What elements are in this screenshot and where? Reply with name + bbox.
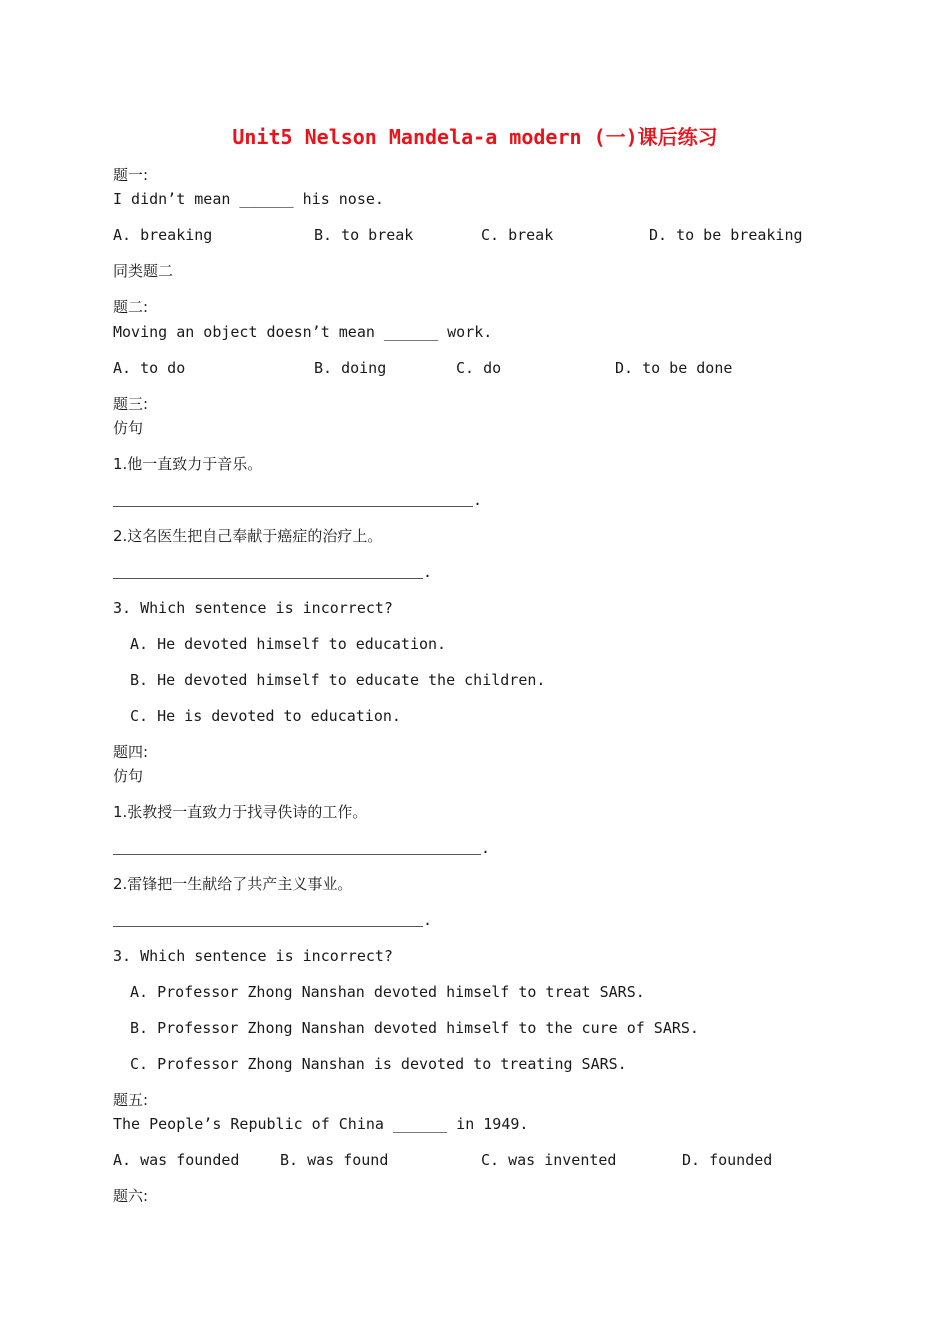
- q1-label: 题一:: [113, 166, 149, 184]
- q3-answer-1-period: .: [473, 491, 483, 509]
- q3-item-3: 3. Which sentence is incorrect?: [113, 599, 393, 617]
- q1-option-b: B. to break: [314, 226, 414, 244]
- q3-choice-c: C. He is devoted to education.: [130, 707, 401, 725]
- q2-label: 题二:: [113, 298, 149, 316]
- q4-subheading: 仿句: [113, 767, 144, 785]
- q1-option-d: D. to be breaking: [649, 226, 803, 244]
- q3-answer-line-2[interactable]: [113, 578, 423, 579]
- q3-label: 题三:: [113, 395, 149, 413]
- q4-choice-b: B. Professor Zhong Nanshan devoted himself to the cure of SARS.: [130, 1019, 699, 1037]
- q1-stem: I didn’t mean ______ his nose.: [113, 190, 384, 208]
- q5-option-a: A. was founded: [113, 1151, 240, 1169]
- q2-option-d: D. to be done: [615, 359, 733, 377]
- q5-stem: The People’s Republic of China ______ in 1949.: [113, 1115, 529, 1133]
- q3-item-2: 2.这名医生把自己奉献于癌症的治疗上。: [113, 527, 383, 545]
- q1-option-c: C. break: [481, 226, 554, 244]
- q5-option-b: B. was found: [280, 1151, 389, 1169]
- q4-item-1: 1.张教授一直致力于找寻佚诗的工作。: [113, 803, 368, 821]
- q3-answer-line-1[interactable]: [113, 506, 473, 507]
- q4-item-3: 3. Which sentence is incorrect?: [113, 947, 393, 965]
- q3-subheading: 仿句: [113, 419, 144, 437]
- q3-item-1: 1.他一直致力于音乐。: [113, 455, 263, 473]
- q3-choice-b: B. He devoted himself to educate the children.: [130, 671, 546, 689]
- q2-option-a: A. to do: [113, 359, 186, 377]
- q4-answer-1-period: .: [481, 839, 491, 857]
- q1-option-a: A. breaking: [113, 226, 213, 244]
- q5-label: 题五:: [113, 1091, 149, 1109]
- q2-option-b: B. doing: [314, 359, 387, 377]
- q4-choice-c: C. Professor Zhong Nanshan is devoted to treating SARS.: [130, 1055, 627, 1073]
- q4-choice-a: A. Professor Zhong Nanshan devoted himself to treat SARS.: [130, 983, 645, 1001]
- q4-item-2: 2.雷锋把一生献给了共产主义事业。: [113, 875, 353, 893]
- q5-option-d: D. founded: [682, 1151, 773, 1169]
- q3-answer-2-period: .: [423, 563, 433, 581]
- page-title: Unit5 Nelson Mandela-a modern (一)课后练习: [232, 125, 718, 149]
- q2-option-c: C. do: [456, 359, 502, 377]
- q5-option-c: C. was invented: [481, 1151, 617, 1169]
- q4-answer-2-period: .: [423, 911, 433, 929]
- q4-answer-line-1[interactable]: [113, 854, 481, 855]
- q4-label: 题四:: [113, 743, 149, 761]
- same-type-heading: 同类题二: [113, 262, 174, 280]
- q2-stem: Moving an object doesn’t mean ______ work.: [113, 323, 493, 341]
- q3-choice-a: A. He devoted himself to education.: [130, 635, 447, 653]
- q6-label: 题六:: [113, 1187, 149, 1205]
- q4-answer-line-2[interactable]: [113, 926, 423, 927]
